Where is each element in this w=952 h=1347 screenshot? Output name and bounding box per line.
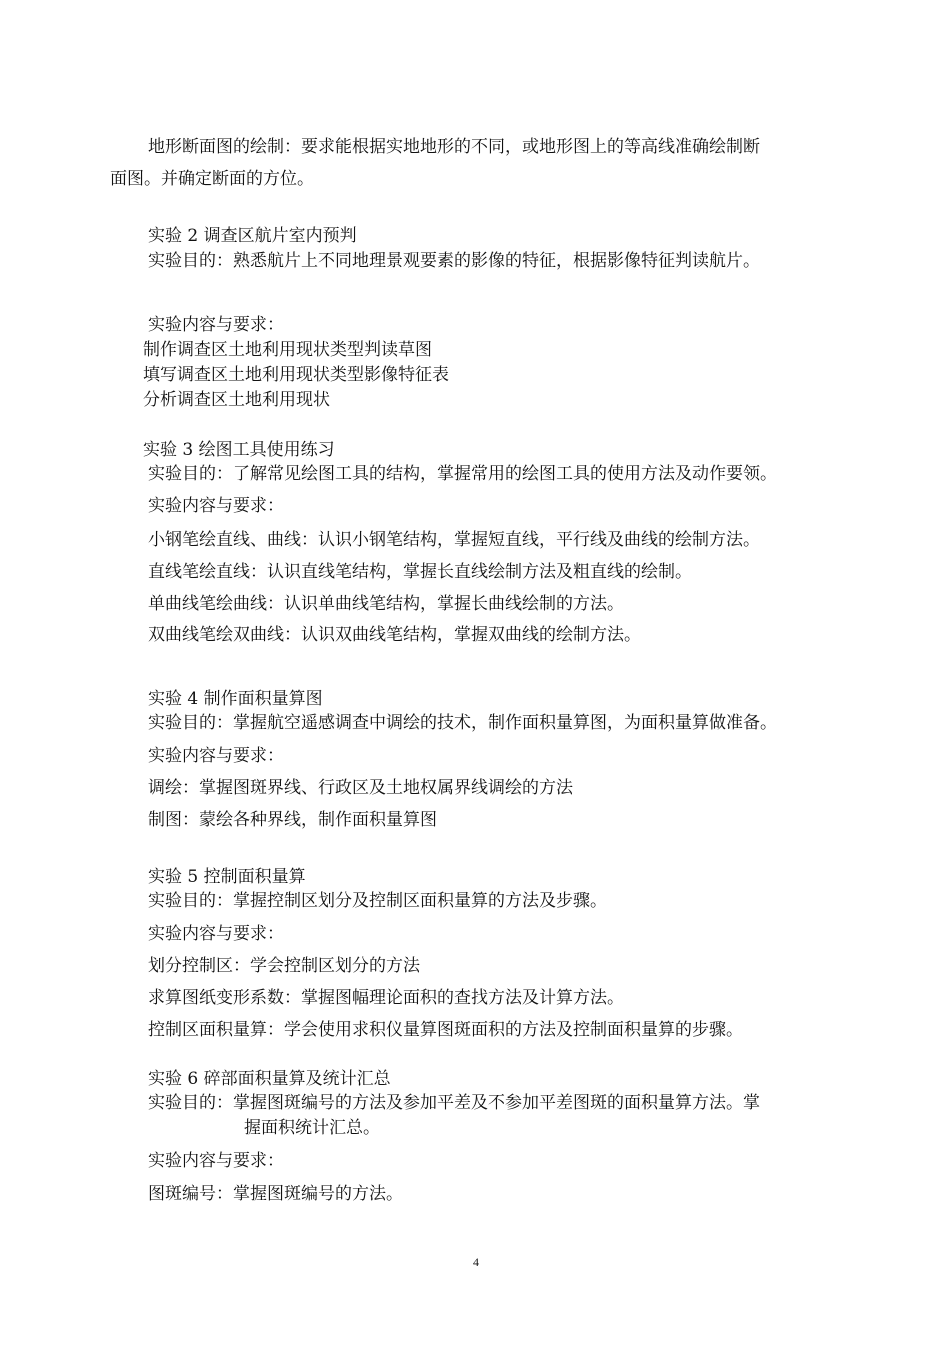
exp6-item: 图斑编号：掌握图斑编号的方法。 (148, 1184, 403, 1204)
exp4-title: 实验 4 制作面积量算图 (148, 689, 323, 709)
intro-line-2: 面图。并确定断面的方位。 (110, 169, 314, 189)
exp5-item: 求算图纸变形系数：掌握图幅理论面积的查找方法及计算方法。 (148, 988, 624, 1008)
exp4-content-heading: 实验内容与要求： (148, 746, 284, 766)
exp3-title: 实验 3 绘图工具使用练习 (143, 440, 335, 460)
exp5-content-heading: 实验内容与要求： (148, 924, 284, 944)
exp4-item: 制图：蒙绘各种界线，制作面积量算图 (148, 810, 437, 830)
exp2-content-heading: 实验内容与要求： (148, 315, 284, 335)
exp6-purpose-line-1: 实验目的：掌握图斑编号的方法及参加平差及不参加平差图斑的面积量算方法。掌 (148, 1093, 760, 1113)
exp3-content-heading: 实验内容与要求： (148, 496, 284, 516)
exp2-purpose: 实验目的：熟悉航片上不同地理景观要素的影像的特征，根据影像特征判读航片。 (148, 251, 760, 271)
exp2-title: 实验 2 调查区航片室内预判 (148, 226, 357, 246)
exp4-purpose: 实验目的：掌握航空遥感调查中调绘的技术，制作面积量算图，为面积量算做准备。 (148, 713, 777, 733)
exp2-item: 制作调查区土地利用现状类型判读草图 (143, 340, 432, 360)
intro-line-1: 地形断面图的绘制：要求能根据实地地形的不同，或地形图上的等高线准确绘制断 (148, 137, 760, 157)
exp3-purpose: 实验目的：了解常见绘图工具的结构，掌握常用的绘图工具的使用方法及动作要领。 (148, 464, 777, 484)
exp5-item: 控制区面积量算：学会使用求积仪量算图斑面积的方法及控制面积量算的步骤。 (148, 1020, 743, 1040)
exp5-title: 实验 5 控制面积量算 (148, 867, 306, 887)
exp6-content-heading: 实验内容与要求： (148, 1151, 284, 1171)
exp5-purpose: 实验目的：掌握控制区划分及控制区面积量算的方法及步骤。 (148, 891, 607, 911)
exp2-item: 分析调查区土地利用现状 (143, 390, 330, 410)
exp3-item: 小钢笔绘直线、曲线：认识小钢笔结构，掌握短直线，平行线及曲线的绘制方法。 (148, 530, 760, 550)
exp5-item: 划分控制区：学会控制区划分的方法 (148, 956, 420, 976)
exp6-title: 实验 6 碎部面积量算及统计汇总 (148, 1069, 391, 1089)
page-number: 4 (473, 1255, 479, 1269)
exp6-purpose-line-2: 握面积统计汇总。 (244, 1118, 380, 1138)
exp3-item: 直线笔绘直线：认识直线笔结构，掌握长直线绘制方法及粗直线的绘制。 (148, 562, 692, 582)
exp3-item: 双曲线笔绘双曲线：认识双曲线笔结构，掌握双曲线的绘制方法。 (148, 625, 641, 645)
exp2-item: 填写调查区土地利用现状类型影像特征表 (143, 365, 449, 385)
exp3-item: 单曲线笔绘曲线：认识单曲线笔结构，掌握长曲线绘制的方法。 (148, 594, 624, 614)
exp4-item: 调绘：掌握图斑界线、行政区及土地权属界线调绘的方法 (148, 778, 573, 798)
